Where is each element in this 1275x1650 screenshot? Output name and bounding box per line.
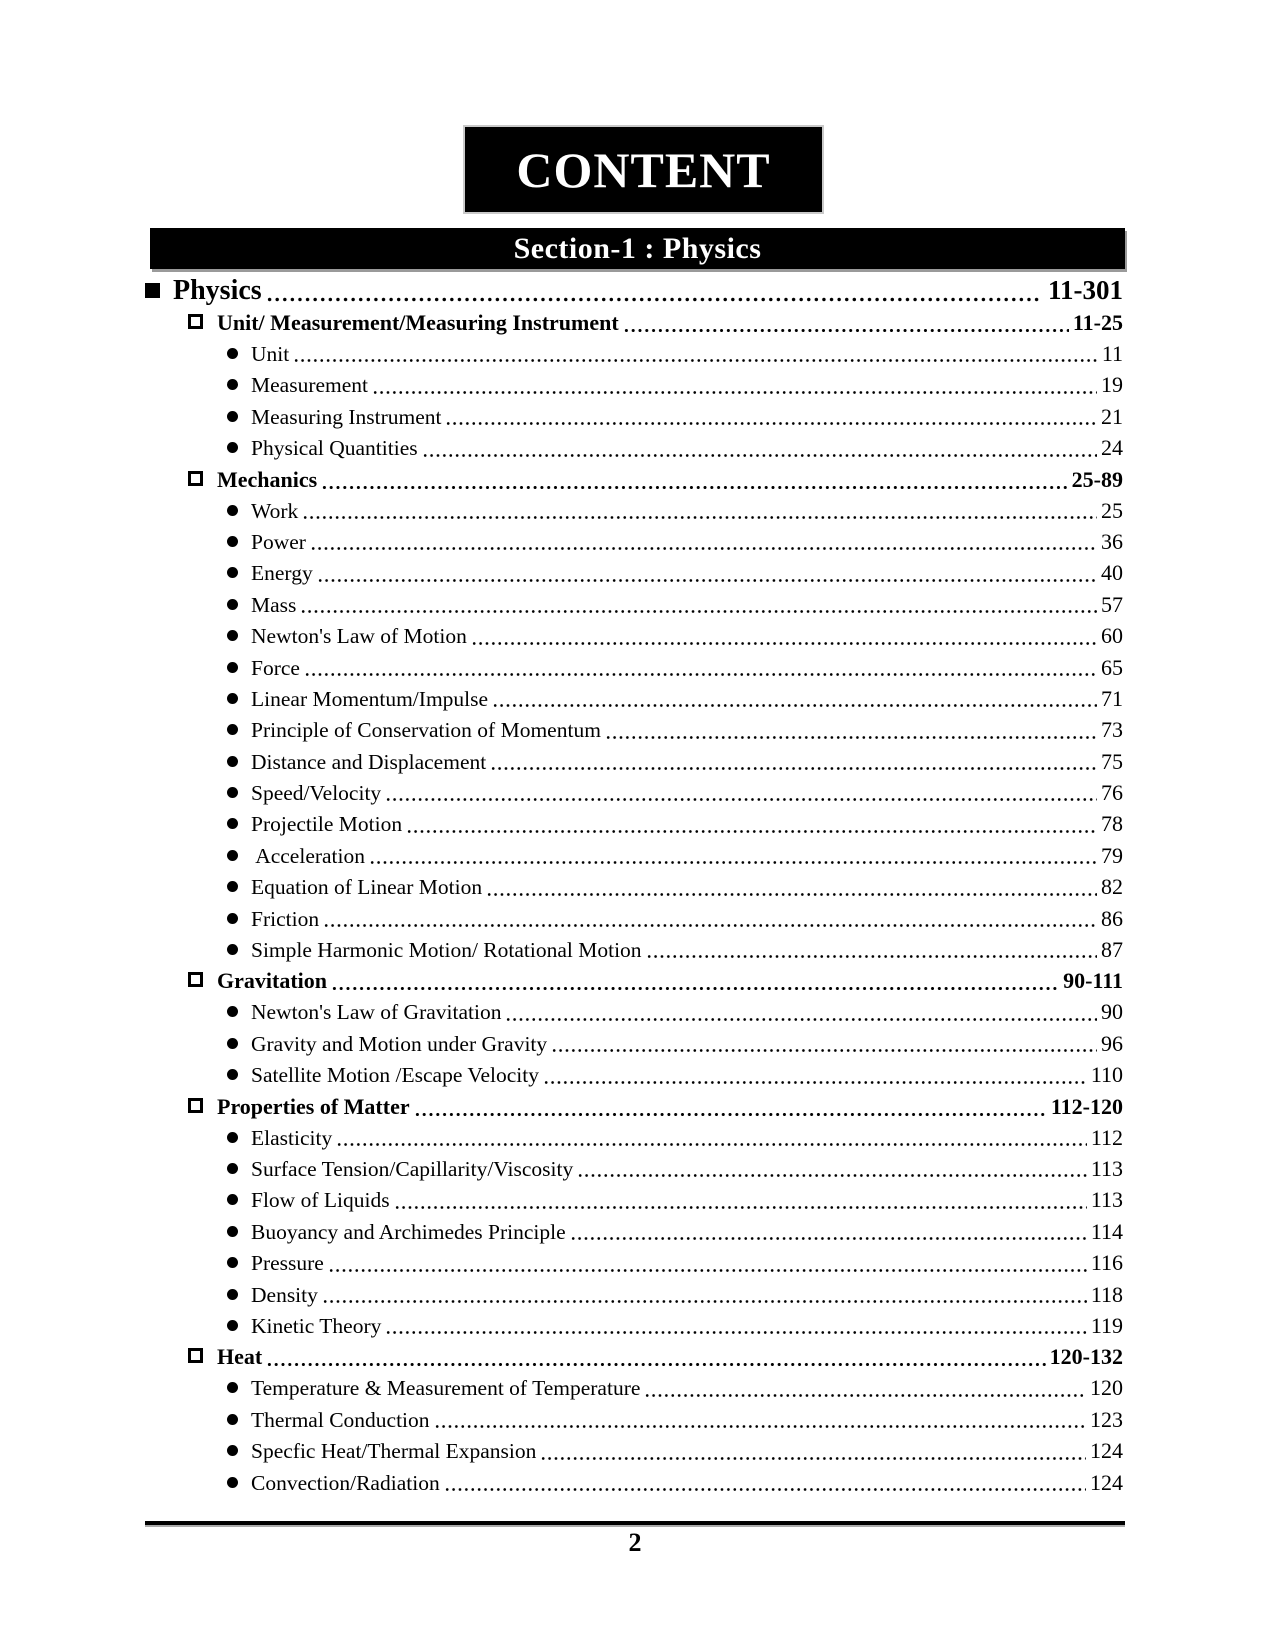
circle-bullet-icon	[227, 348, 238, 359]
toc-entry-label: Unit	[251, 342, 290, 366]
toc-entry-label: Pressure	[251, 1251, 324, 1276]
toc-row-item	[145, 1059, 1123, 1090]
toc-entry-page: 65	[1101, 654, 1123, 680]
toc-entry-label: Heat	[217, 1344, 263, 1370]
toc-entry-label: Flow of Liquids	[251, 1188, 390, 1213]
toc-entry-page: 112-120	[1050, 1093, 1123, 1119]
toc-entry-label: Speed/Velocity	[251, 781, 382, 806]
dot-leader	[329, 1267, 1087, 1274]
dot-leader	[301, 608, 1097, 615]
toc-entry-label: Gravity and Motion under Gravity	[251, 1031, 548, 1056]
circle-bullet-icon	[227, 724, 238, 735]
dot-leader	[311, 545, 1097, 552]
circle-bullet-icon	[227, 756, 238, 767]
circle-bullet-icon	[227, 505, 238, 516]
toc-entry-label: Force	[251, 655, 300, 680]
toc-row-item	[145, 1184, 1123, 1215]
toc-entry-label: Newton's Law of Motion	[251, 624, 467, 649]
toc-entry-label: Linear Momentum/Impulse	[251, 686, 489, 711]
toc-row-section	[145, 965, 1123, 996]
dot-leader	[493, 702, 1097, 709]
toc-entry-label: Satellite Motion /Escape Velocity	[251, 1063, 540, 1088]
circle-bullet-icon	[227, 1038, 238, 1049]
circle-bullet-icon	[227, 630, 238, 641]
toc-entry-page: 11-25	[1072, 310, 1123, 335]
toc-entry-label: Physics	[173, 275, 262, 306]
toc-entry-label: Unit/ Measurement/Measuring Instrument	[217, 310, 619, 335]
toc-entry-label: Surface Tension/Capillarity/Viscosity	[251, 1156, 574, 1181]
dot-leader	[370, 859, 1097, 866]
toc-entry-page: 73	[1101, 717, 1123, 743]
toc-entry-label: Principle of Conservation of Momentum	[251, 718, 601, 743]
toc-row-item	[145, 1372, 1123, 1403]
circle-bullet-icon	[227, 536, 238, 547]
toc-entry-page: 11	[1101, 341, 1123, 366]
toc-entry-label: Elasticity	[251, 1125, 333, 1150]
toc-entry-page: 120	[1090, 1375, 1123, 1401]
toc-row-item	[145, 526, 1123, 557]
toc-row-item	[145, 338, 1123, 369]
toc-row-item	[145, 996, 1123, 1027]
dot-leader	[606, 734, 1097, 741]
toc-entry-label: Distance and Displacement	[251, 749, 487, 774]
toc-row-section	[145, 307, 1123, 338]
circle-bullet-icon	[227, 599, 238, 610]
circle-bullet-icon	[227, 913, 238, 924]
toc-row-section	[145, 1341, 1123, 1372]
toc-row-item	[145, 808, 1123, 839]
dot-leader	[386, 796, 1097, 803]
toc-entry-page: 87	[1101, 937, 1123, 963]
dot-leader	[318, 577, 1097, 584]
dot-leader	[487, 891, 1097, 898]
toc-row-item	[145, 840, 1123, 871]
toc-entry-label: Friction	[251, 906, 320, 931]
circle-bullet-icon	[227, 787, 238, 798]
toc-entry-page: 112	[1090, 1124, 1123, 1150]
toc-entry-page: 25-89	[1071, 466, 1123, 492]
toc-entry-page: 90-111	[1063, 968, 1123, 994]
toc-row-item	[145, 746, 1123, 777]
dot-leader	[506, 1016, 1097, 1023]
toc-row-item	[145, 777, 1123, 808]
toc-row-item	[145, 934, 1123, 965]
toc-row-item	[145, 1153, 1123, 1184]
circle-bullet-icon	[227, 1194, 238, 1205]
dot-leader	[332, 985, 1059, 992]
content-title: CONTENT	[516, 141, 771, 198]
circle-bullet-icon	[227, 1477, 238, 1488]
toc-row-item	[145, 495, 1123, 526]
circle-bullet-icon	[227, 850, 238, 861]
toc-row-item	[145, 683, 1123, 714]
toc-entry-label: Mechanics	[217, 466, 318, 492]
toc-entry-page: 19	[1101, 372, 1123, 398]
circle-bullet-icon	[227, 1382, 238, 1393]
dot-leader	[323, 1298, 1087, 1305]
circle-bullet-icon	[227, 379, 238, 390]
dot-leader	[267, 296, 1039, 303]
hollow-square-bullet-icon	[188, 1098, 203, 1113]
toc-entry-page: 86	[1101, 905, 1123, 931]
dot-leader	[305, 671, 1097, 678]
toc-row-item	[145, 1404, 1123, 1435]
dot-leader	[423, 452, 1097, 459]
dot-leader	[571, 1235, 1087, 1242]
toc-row-item	[145, 1122, 1123, 1153]
circle-bullet-icon	[227, 1445, 238, 1456]
hollow-square-bullet-icon	[188, 314, 203, 329]
toc-row-item	[145, 589, 1123, 620]
hollow-square-bullet-icon	[188, 972, 203, 987]
circle-bullet-icon	[227, 411, 238, 422]
toc-row-item	[145, 557, 1123, 588]
toc-entry-page: 21	[1101, 403, 1123, 429]
dot-leader	[491, 765, 1097, 772]
toc-row-item	[145, 871, 1123, 902]
dot-leader	[337, 1141, 1087, 1148]
page-number: 2	[628, 1528, 642, 1557]
toc-entry-label: Simple Harmonic Motion/ Rotational Motion	[251, 938, 642, 963]
toc-row-item	[145, 1216, 1123, 1247]
toc-entry-page: 40	[1101, 560, 1123, 586]
circle-bullet-icon	[227, 1163, 238, 1174]
toc-row-item	[145, 1310, 1123, 1341]
toc-entry-page: 110	[1090, 1062, 1123, 1088]
toc-entry-label: Work	[251, 498, 299, 523]
dot-leader	[578, 1172, 1087, 1179]
toc-entry-page: 76	[1101, 780, 1123, 806]
dot-leader	[395, 1204, 1087, 1211]
toc-entry-page: 57	[1101, 591, 1123, 617]
toc-entry-label: Projectile Motion	[251, 812, 403, 837]
dot-leader	[303, 514, 1097, 521]
toc-entry-label: Measuring Instrument	[251, 404, 442, 429]
hollow-square-bullet-icon	[188, 471, 203, 486]
toc-entry-page: 116	[1090, 1250, 1123, 1276]
dot-leader	[435, 1423, 1086, 1430]
toc-entry-label: Convection/Radiation	[251, 1470, 440, 1495]
dot-leader	[386, 1329, 1086, 1336]
toc-entry-page: 119	[1090, 1312, 1123, 1338]
toc-entry-page: 124	[1090, 1438, 1123, 1464]
toc-row-item	[145, 1435, 1123, 1466]
toc-row-item	[145, 652, 1123, 683]
toc-entry-page: 11-301	[1047, 275, 1123, 305]
toc	[145, 273, 1123, 1498]
dot-leader	[647, 953, 1097, 960]
toc-entry-label: Measurement	[251, 373, 369, 398]
circle-bullet-icon	[227, 881, 238, 892]
dot-leader	[624, 327, 1069, 334]
circle-bullet-icon	[227, 1132, 238, 1143]
toc-row-item	[145, 620, 1123, 651]
toc-row-item	[145, 369, 1123, 400]
toc-entry-page: 118	[1090, 1281, 1123, 1307]
dot-leader	[322, 484, 1067, 491]
circle-bullet-icon	[227, 567, 238, 578]
toc-row-section	[145, 464, 1123, 495]
toc-entry-label: Mass	[251, 592, 297, 617]
circle-bullet-icon	[227, 1226, 238, 1237]
square-bullet-icon	[145, 283, 160, 298]
dot-leader	[472, 640, 1097, 647]
toc-row-root	[145, 273, 1123, 307]
circle-bullet-icon	[227, 944, 238, 955]
footer-divider	[145, 1521, 1125, 1525]
toc-entry-page: 25	[1101, 497, 1123, 523]
circle-bullet-icon	[227, 1069, 238, 1080]
toc-entry-label: Physical Quantities	[251, 436, 418, 461]
circle-bullet-icon	[227, 1257, 238, 1268]
toc-entry-label: Properties of Matter	[217, 1093, 410, 1119]
toc-entry-page: 75	[1101, 748, 1123, 774]
toc-entry-label: Buoyancy and Archimedes Principle	[251, 1219, 566, 1244]
toc-row-item	[145, 1467, 1123, 1498]
dot-leader	[446, 420, 1097, 427]
dot-leader	[415, 1111, 1047, 1118]
circle-bullet-icon	[227, 1289, 238, 1300]
circle-bullet-icon	[227, 442, 238, 453]
section-banner	[150, 228, 1125, 269]
toc-entry-label: Equation of Linear Motion	[251, 875, 483, 900]
toc-entry-label: Acceleration	[251, 843, 366, 868]
toc-entry-label: Power	[251, 529, 306, 554]
toc-entry-label: Specfic Heat/Thermal Expansion	[251, 1439, 537, 1464]
dot-leader	[407, 828, 1097, 835]
circle-bullet-icon	[227, 693, 238, 704]
content-title-banner	[465, 127, 822, 212]
dot-leader	[267, 1361, 1045, 1368]
toc-entry-page: 71	[1101, 685, 1123, 711]
circle-bullet-icon	[227, 1320, 238, 1331]
toc-entry-label: Temperature & Measurement of Temperature	[251, 1376, 641, 1401]
toc-entry-page: 60	[1101, 623, 1123, 649]
section-banner-label: Section-1 : Physics	[513, 231, 762, 265]
circle-bullet-icon	[227, 1006, 238, 1017]
circle-bullet-icon	[227, 662, 238, 673]
toc-entry-page: 113	[1090, 1155, 1123, 1181]
toc-row-item	[145, 432, 1123, 463]
dot-leader	[294, 357, 1098, 364]
toc-row-item	[145, 903, 1123, 934]
circle-bullet-icon	[227, 818, 238, 829]
dot-leader	[541, 1455, 1086, 1462]
toc-entry-page: 82	[1101, 874, 1123, 900]
toc-entry-page: 78	[1101, 811, 1123, 837]
toc-entry-page: 96	[1101, 1030, 1123, 1056]
hollow-square-bullet-icon	[188, 1348, 203, 1363]
toc-entry-page: 36	[1101, 528, 1123, 554]
toc-entry-page: 90	[1101, 999, 1123, 1025]
toc-entry-label: Thermal Conduction	[251, 1407, 430, 1432]
dot-leader	[445, 1486, 1086, 1493]
toc-entry-page: 124	[1090, 1469, 1123, 1495]
toc-entry-label: Newton's Law of Gravitation	[251, 1000, 502, 1025]
toc-entry-page: 24	[1101, 435, 1123, 461]
toc-entry-label: Energy	[251, 561, 313, 586]
toc-row-item	[145, 1247, 1123, 1278]
circle-bullet-icon	[227, 1414, 238, 1425]
toc-entry-page: 79	[1101, 842, 1123, 868]
dot-leader	[645, 1392, 1086, 1399]
toc-entry-page: 123	[1090, 1406, 1123, 1432]
dot-leader	[544, 1079, 1087, 1086]
toc-entry-label: Kinetic Theory	[251, 1313, 382, 1338]
toc-entry-page: 113	[1090, 1187, 1123, 1213]
dot-leader	[373, 389, 1097, 396]
toc-row-item	[145, 714, 1123, 745]
dot-leader	[552, 1047, 1097, 1054]
toc-row-item	[145, 401, 1123, 432]
toc-entry-label: Gravitation	[217, 968, 327, 994]
dot-leader	[324, 922, 1097, 929]
toc-row-item	[145, 1028, 1123, 1059]
toc-entry-page: 120-132	[1049, 1344, 1123, 1370]
toc-entry-label: Density	[251, 1282, 318, 1307]
toc-row-section	[145, 1091, 1123, 1122]
toc-entry-page: 114	[1090, 1218, 1123, 1244]
toc-row-item	[145, 1279, 1123, 1310]
